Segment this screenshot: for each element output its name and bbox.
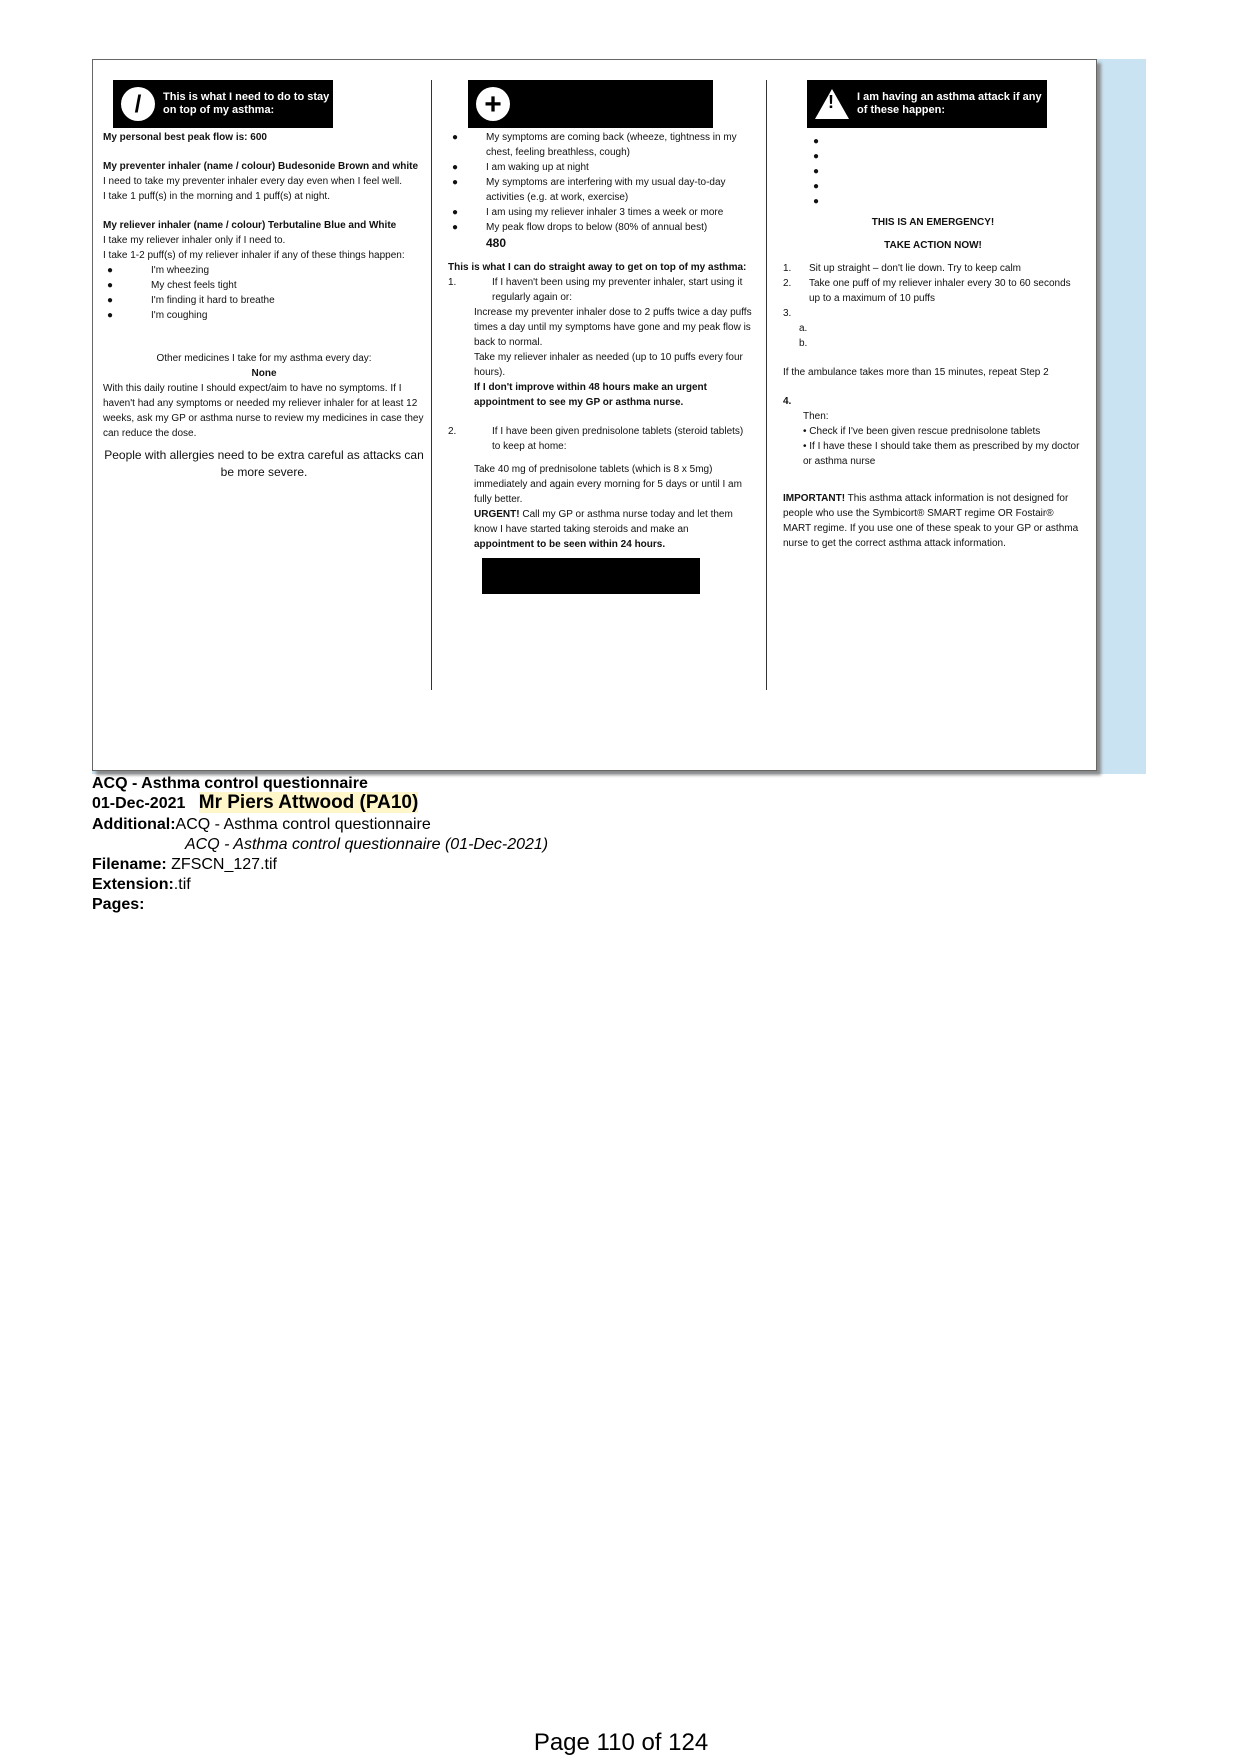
header-stay-on-top [113,80,333,128]
reliever-line: I take 1-2 puff(s) of my reliever inhaler if any of these things happen: [103,250,405,261]
scanned-asthma-plan [92,59,1097,771]
warning-icon: ! [815,89,849,119]
document-title: ACQ - Asthma control questionnaire [92,775,368,792]
additional-row: Additional:ACQ - Asthma control questionnaire [92,816,431,833]
list-item: ● I'm finding it hard to breathe [107,295,275,306]
column-divider [431,80,432,690]
list-item: ● [813,136,820,147]
action-title: This is what I can do straight away to get on top of my asthma: [448,262,747,273]
list-item: 3. [783,308,792,319]
list-item: ● My symptoms are interfering with my usual day-to-day activities (e.g. at work, exercise) [452,177,726,203]
then-label: Then: [803,411,829,422]
document-date: 01-Dec-2021 [92,795,186,812]
preventer-line: I take 1 puff(s) in the morning and 1 puff(s) at night. [103,191,330,202]
list-item: ● My chest feels tight [107,280,237,291]
routine-text: With this daily routine I should expect/aim to have no symptoms. If I haven't had any symptoms or needed my reliever inhaler for at least 12 weeks, ask my GP or asthma nurse to review my medicines in case they can reduce the dose. [103,383,424,439]
attack-signs-list [783,134,1083,209]
list-item: 2. If I have been given prednisolone tablets (steroid tablets) to keep at home: Take 40 mg of prednisolone tablets (which is 8 x 5mg) immediately and again every morning for 5 days or until I am fully better. URGENT! Call my GP or asthma nurse today and let them know I have started taking steroids and make an appointment to be seen within 24 hours. [448,426,744,550]
column-divider [766,80,767,690]
pages-row: Pages: [92,896,145,913]
header-asthma-attack: ! I am having an asthma attack if any of these happen: [807,80,1047,128]
list-item: ● My symptoms are coming back (wheeze, tightness in my chest, feeling breathless, cough) [452,132,737,158]
plus-icon: + [476,87,510,121]
reliever-title: My reliever inhaler (name / colour) Terbutaline Blue and White [103,220,397,231]
ambulance-note: If the ambulance takes more than 15 minutes, repeat Step 2 [783,367,1049,378]
list-item: ● [813,196,820,207]
extension-row: Extension:.tif [92,876,191,893]
list-item: ● I am waking up at night [452,162,589,173]
additional-subtitle: ACQ - Asthma control questionnaire (01-Dec-2021) [185,836,549,853]
filename-row: Filename: ZFSCN_127.tif [92,856,277,873]
take-action-label: TAKE ACTION NOW! [884,240,982,251]
inhaler-icon: / [121,87,155,121]
important-note: IMPORTANT! This asthma attack information is not designed for people who use the Symbicort® SMART regime OR Fostair® MART regime. If you use one of these speak to your GP or asthma nurse to get the correct asthma attack information. [783,493,1079,549]
list-item: ● My peak flow drops to below (80% of annual best) [452,222,708,233]
reliever-line: I take my reliever inhaler only if I need to. [103,235,286,246]
column-asthma-attack [783,80,1083,551]
preventer-title: My preventer inhaler (name / colour) Budesonide Brown and white [103,161,419,172]
other-meds-value: None [251,368,277,379]
list-item: b. [799,338,808,349]
allergy-note: People with allergies need to be extra careful as attacks can be more severe. [104,448,424,479]
column-getting-worse [448,80,754,594]
list-item: 1. Sit up straight – don't lie down. Try to keep calm [783,263,1022,274]
list-item: ● [813,166,820,177]
document-date-patient [92,793,418,813]
list-item: ● I'm coughing [107,310,208,321]
header-redacted [468,80,713,128]
header-text: This is what I need to do to stay on top of my asthma: [163,91,330,116]
prescribed-note: • If I have these I should take them as prescribed by my doctor or asthma nurse [803,441,1080,467]
preventer-line: I need to take my preventer inhaler every day even when I feel well. [103,176,403,187]
page-number: Page 110 of 124 [533,1729,709,1756]
list-item: 2. Take one puff of my reliever inhaler every 30 to 60 seconds up to a maximum of 10 puffs [783,278,1071,304]
check-note: • Check if I've been given rescue prednisolone tablets [803,426,1041,437]
list-item: ● [813,181,820,192]
peak-flow: My personal best peak flow is: 600 [103,132,267,143]
list-item: ● [813,151,820,162]
list-item: a. [799,323,808,334]
other-meds-label: Other medicines I take for my asthma every day: [156,353,372,364]
redaction-block [482,558,700,594]
emergency-label: THIS IS AN EMERGENCY! [871,217,995,228]
list-item: 4. [783,396,792,407]
column-daily-routine [103,80,425,481]
list-item: ● I'm wheezing [107,265,210,276]
peak-flow-value: 480 [486,236,507,250]
list-item: 1. If I haven't been using my preventer inhaler, start using it regularly again or: Increase my preventer inhaler dose to 2 puffs twice a day puffs times a day until my symptoms have gone and my peak flow is back to normal. Take my reliever inhaler as needed (up to 10 puffs every four hours). If I don't improve within 48 hours make an urgent appointment to see my GP or asthma nurse. [448,277,752,408]
list-item: ● I am using my reliever inhaler 3 times a week or more [452,207,724,218]
patient-name: Mr Piers Attwood (PA10) [198,792,419,813]
